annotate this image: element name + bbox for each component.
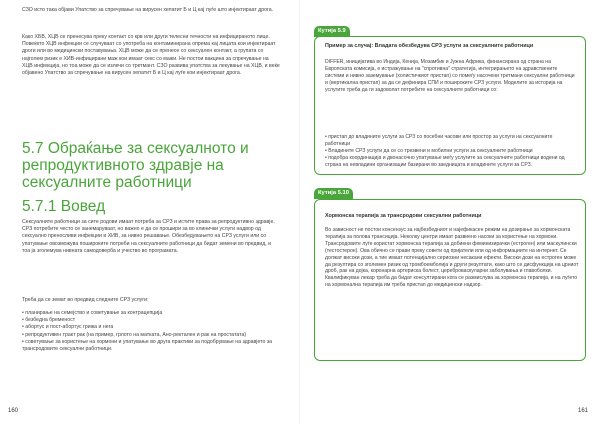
list-item: • планирање на семејство и советување за контрацепција [22,310,163,316]
box-5-10-title: Хормонска терапија за трансродови сексуални работници [325,213,482,219]
intro-paragraph-3: Сексуалните работници за сите родови имаат потреба за СРЗ и истите права за репродуктивно здравје. СРЗ потребите често се занемаруваат, но важно е да се прошири за во клинички услуги надвор од сексуално преносливи инфекции и ХИВ, за нивно решавање. Обезбедувањето на СРЗ услуги или со упатување овозможува пошироките потреби на сексуалните работници да бидат земени во предвид, и тоа ја зголемува нивната самодоверба и учество во програмата. [22,219,275,254]
list-item: • советување за користење на хормони и упатување во друга практики за подобрување на здравјето за трансродовите сексуални работници. [22,338,273,353]
list-item: • репродуктивен тракт рак (на пример, грлото на матката, Ано-ректален и рак на простатата) [22,331,247,338]
list-item: • подобра координација и двонасочно упатување меѓу услугите за сексуалните работници водени од страна на невладини организации базирани во заедницата и владините услуги за СРЗ. [325,154,565,168]
page-number-right: 161 [578,408,589,414]
section-heading-5-7: 5.7 Обраќање за сексуалното и репродуктивното здравје на сексуалните работници [22,140,249,191]
box-5-10-tab: Кутија 5.10 [314,188,353,199]
section-heading-5-7-1: 5.7.1 Вовед [22,198,106,215]
intro-paragraph-2: Како ХБВ, ХЦВ се пренесува преку контакт со крв или други телесни течности на инфицираното лице. Повеќето ХЦВ инфекции се случуваат со употреба на контаминирана опрема кај лицата кои инјектираат дроги или во медицински поставувања. ХЦВ може да се пренесе со сексуален контакт, а групата со најголем ризик е ХИВ-инфицирани маж кои имаат секс со мажи. Не постои вакцина за спречување на ХЦВ инфекција, но тоа може да се излечи со третмант. СЗО развива упатства за лекување на ХЦВ, и веќе објавено Упатство за спречување на вирусен хепатит Б и Ц кај луѓе кои инјектираат дрога. [22,34,280,77]
box-5-9-body: DIFFER, иницијатива во Индија, Кенија, Мозамбик и Јужна Африка, финансирана од страна на Европската комисија, е истражување на "спротивна" стратегија, интегрирањето на здравствените системи и нивно заземување (холистичкиот пристап) со помеѓу насочени третмани сексуални работници и (вертикална пристап) за да се дефинира СПИ и пошироките СРЗ услуги. Моделите за историја на услугите треба да ги задоволат потребите на сексуалните работници со: [325,59,575,93]
box-5-10-body: Во зависност не постои консензус за најбезбедниот и најефикасен режим на дозирање за хормонската терапија за полова трансиција. Неколку центри имаат развиено насоки за користење на хормони. Трансродовите луѓе користат хормонска терапија за добиени феминизирачки (естроген) или маскулински (тестостерон). Ова обично се прави преку совети од пријатели или од информациите на интернет. Се должат високи дози, а тие имаат потенцијално сериозни несакани ефекти. Високи дози на естроген може да резултира со зголемен ризик од тромбоемболија и други резултати, како што се дисфункција на црниот дроб, рак на дојка, коронарна артериска болест, цереброваскуларни заболувања и главоболки. Квалификуван лекар треба да бидат консултирани кога се размислува за хормонска терапија, и на луѓето на хормонална терапија им треба пристап до медицински надзор. [325,227,579,289]
box-5-9-tab: Кутија 5.9 [314,26,350,37]
list-item: • пристап до владините услуги за СРЗ со посебни часови или простор за услуги на сексуалните работници [325,134,553,147]
intro-paragraph-1: СЗО исто така објави Упатство за спречување на вирусен хепатит Б и Ц кај луѓе што инјектираат дрога. [22,7,274,13]
box-5-9 [314,36,586,175]
services-lead-in: Треба да се земат во предвид следните СРЗ услуги: [22,297,149,303]
box-5-9-title: Пример за случај: Владата обезбедува СРЗ услуги за сексуалните работници [325,43,534,49]
right-page [300,0,600,424]
list-item: • Владините СРЗ услуги да се со трезвени и мобилни услуги за сексуалните работници [325,147,533,154]
box-5-9-list [325,134,577,169]
services-list [22,310,280,353]
box-5-10 [314,199,586,361]
list-item: • безбедна бременост [22,317,76,324]
page-number-left: 160 [8,408,19,414]
list-item: • абортус и пост-абортус грижа и нега [22,324,114,331]
